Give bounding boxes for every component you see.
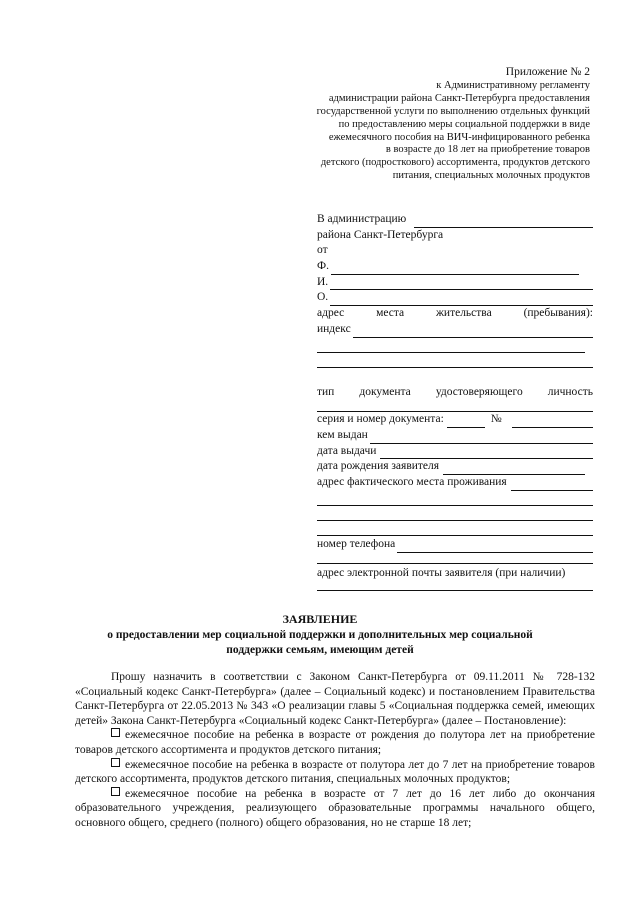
district-row	[317, 228, 593, 244]
annex-line: по предоставлению меры социальной поддержки в виде	[338, 118, 590, 130]
annex-line: к Административному регламенту	[436, 79, 590, 91]
address-word: адрес	[317, 307, 345, 320]
doc-type-row	[317, 386, 593, 402]
issue-date-row	[317, 444, 593, 460]
actual-address-label: адрес фактического места проживания	[317, 475, 507, 488]
doc-type-word: тип	[317, 386, 335, 399]
email-label: адрес электронной почты заявителя (при наличии)	[317, 566, 566, 579]
benefit-option	[75, 787, 595, 831]
benefit-option	[75, 758, 595, 787]
benefit-option	[75, 728, 595, 757]
name-field[interactable]	[330, 278, 593, 290]
annex-header	[250, 66, 590, 183]
issue-date-label: дата выдачи	[317, 444, 377, 457]
email-line[interactable]	[317, 582, 593, 591]
from-label: от	[317, 244, 328, 257]
annex-line: администрации района Санкт-Петербурга предоставления	[328, 92, 590, 104]
actual-address-line[interactable]	[317, 506, 593, 521]
annex-line: детского (подросткового) ассортимента, продуктов детского	[320, 157, 590, 169]
phone-field[interactable]	[397, 541, 593, 553]
doc-type-word: документа	[359, 386, 411, 399]
address-word: (пребывания):	[523, 307, 593, 320]
checkbox-icon[interactable]	[111, 758, 120, 767]
patronymic-row	[317, 290, 593, 306]
surname-row	[317, 259, 593, 275]
address-line[interactable]	[317, 338, 585, 353]
doc-type-word: личность	[547, 386, 593, 399]
annex-line: ежемесячного пособия на ВИЧ-инфицированного ребенка	[328, 131, 590, 143]
checkbox-icon[interactable]	[111, 728, 120, 737]
number-field[interactable]	[512, 416, 593, 428]
annex-line: в возрасте до 18 лет на приобретение товаров	[385, 144, 590, 156]
phone-line[interactable]	[317, 553, 593, 564]
recipient-form	[317, 212, 593, 591]
annex-line: государственной услуги по выполнению отдельных функций	[316, 105, 590, 117]
intro-paragraph: Прошу назначить в соответствии с Законом Санкт-Петербурга от 09.11.2011 № 728-132 «Социальный кодекс Санкт-Петербурга» (далее – Социальный кодекс) и постановлением Правительства Санкт-Петербурга от 22.05.2013 № 343 «О реализации главы 5 «Социальная поддержка семей, имеющих детей» Закона Санкт-Петербурга «Социальный кодекс Санкт-Петербурга» (далее – Постановление):	[75, 671, 595, 727]
benefit-option-text: ежемесячное пособие на ребенка в возрасте от рождения до полутора лет на приобретение товаров детского ассортимента и продуктов детского питания;	[75, 729, 595, 756]
address-label-row	[317, 306, 593, 322]
address-line[interactable]	[317, 353, 593, 368]
address-word: места	[376, 307, 405, 320]
patronymic-field[interactable]	[330, 294, 593, 306]
spacer	[317, 368, 593, 386]
actual-address-line[interactable]	[317, 521, 593, 536]
doc-type-word: удостоверяющего	[435, 386, 523, 399]
document-title: ЗАЯВЛЕНИЕ	[282, 612, 358, 626]
admin-row	[317, 212, 593, 228]
actual-address-row	[317, 475, 593, 491]
birth-date-row	[317, 459, 593, 475]
annex-title: Приложение № 2	[505, 66, 590, 78]
name-row	[317, 275, 593, 291]
phone-row	[317, 536, 593, 553]
birth-date-label: дата рождения заявителя	[317, 460, 440, 473]
annex-line: питания, специальных молочных продуктов	[392, 170, 590, 182]
phone-label: номер телефона	[317, 537, 396, 550]
index-field[interactable]	[353, 326, 593, 338]
benefit-option-text: ежемесячное пособие на ребенка в возрасте от полутора лет до 7 лет на приобретение товаров детского ассортимента, продуктов детского питания, специальных молочных продуктов;	[75, 758, 595, 786]
surname-label: Ф.	[317, 260, 329, 273]
actual-address-field[interactable]	[511, 479, 593, 491]
series-field[interactable]	[447, 416, 485, 428]
birth-date-field[interactable]	[443, 463, 585, 475]
from-row	[317, 243, 593, 259]
series-row	[317, 412, 593, 428]
email-row	[317, 564, 593, 582]
issued-by-row	[317, 428, 593, 444]
index-label: индекс	[317, 322, 351, 335]
issued-by-label: кем выдан	[317, 428, 368, 441]
issue-date-field[interactable]	[380, 447, 593, 459]
name-label: И.	[317, 275, 329, 288]
document-subtitle: о предоставлении мер социальной поддержки и дополнительных мер социальной поддержки семьям, имеющим детей	[107, 629, 533, 656]
admin-field[interactable]	[414, 216, 593, 228]
actual-address-line[interactable]	[317, 491, 593, 506]
to-admin-label: В администрацию	[317, 212, 407, 225]
issued-by-field[interactable]	[370, 432, 593, 444]
doc-type-line[interactable]	[317, 401, 593, 412]
document-body	[75, 670, 595, 831]
number-sign: №	[490, 413, 502, 426]
surname-field[interactable]	[331, 263, 579, 275]
index-row	[317, 322, 593, 338]
patronymic-label: О.	[317, 291, 329, 304]
series-label: серия и номер документа:	[317, 413, 444, 426]
address-word: жительства	[435, 307, 492, 320]
district-label: района Санкт-Петербурга	[317, 228, 444, 241]
benefit-option-text: ежемесячное пособие на ребенка в возрасте от 7 лет до 16 лет либо до окончания образовательного учреждения, реализующего образовательные программы начального общего, основного общего, среднего (полного) общего образования, но не старше 18 лет;	[75, 787, 595, 829]
checkbox-icon[interactable]	[111, 787, 120, 796]
